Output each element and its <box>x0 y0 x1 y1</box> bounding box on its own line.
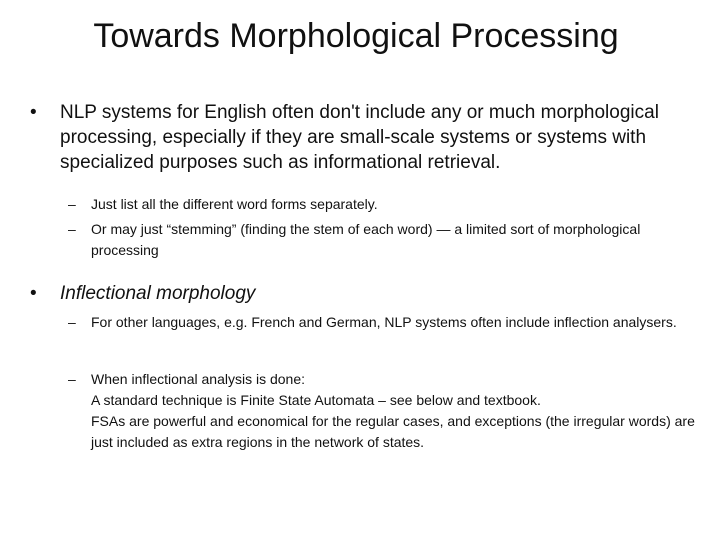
slide-title: Towards Morphological Processing <box>93 17 619 55</box>
sub-bullet-text: When inflectional analysis is done: <box>91 371 306 387</box>
dash-marker: – <box>68 314 76 330</box>
sub-bullet-list-forms <box>68 194 700 215</box>
bullet-marker: • <box>30 102 37 123</box>
bullet-nlp-english <box>30 100 700 175</box>
dash-marker: – <box>68 371 76 387</box>
sub-bullet-text: For other languages, e.g. French and German, NLP systems often include inflection analysers. <box>91 314 677 330</box>
sub-bullet-inflectional-analysis <box>68 369 700 453</box>
sub-bullet-other-languages <box>68 312 700 333</box>
bullet-text: NLP systems for English often don't include any or much morphological processing, especially if they are small-scale systems or systems with specialized purposes such as informational retrieval. <box>60 102 659 173</box>
dash-marker: – <box>68 221 76 237</box>
continuation-fsa-technique: A standard technique is Finite State Automata – see below and textbook. <box>91 392 541 408</box>
sub-bullet-text: Just list all the different word forms separately. <box>91 196 378 212</box>
sub-bullet-stemming <box>68 219 700 261</box>
sub-bullet-text: Or may just “stemming” (finding the stem of each word) — a limited sort of morphological processing <box>91 221 641 258</box>
bullet-marker: • <box>30 283 37 304</box>
bullet-inflectional-morphology <box>30 281 700 306</box>
continuation-fsa-power: FSAs are powerful and economical for the regular cases, and exceptions (the irregular words) are just included as extra regions in the network of states. <box>91 413 695 450</box>
bullet-text: Inflectional morphology <box>60 283 256 304</box>
dash-marker: – <box>68 196 76 212</box>
